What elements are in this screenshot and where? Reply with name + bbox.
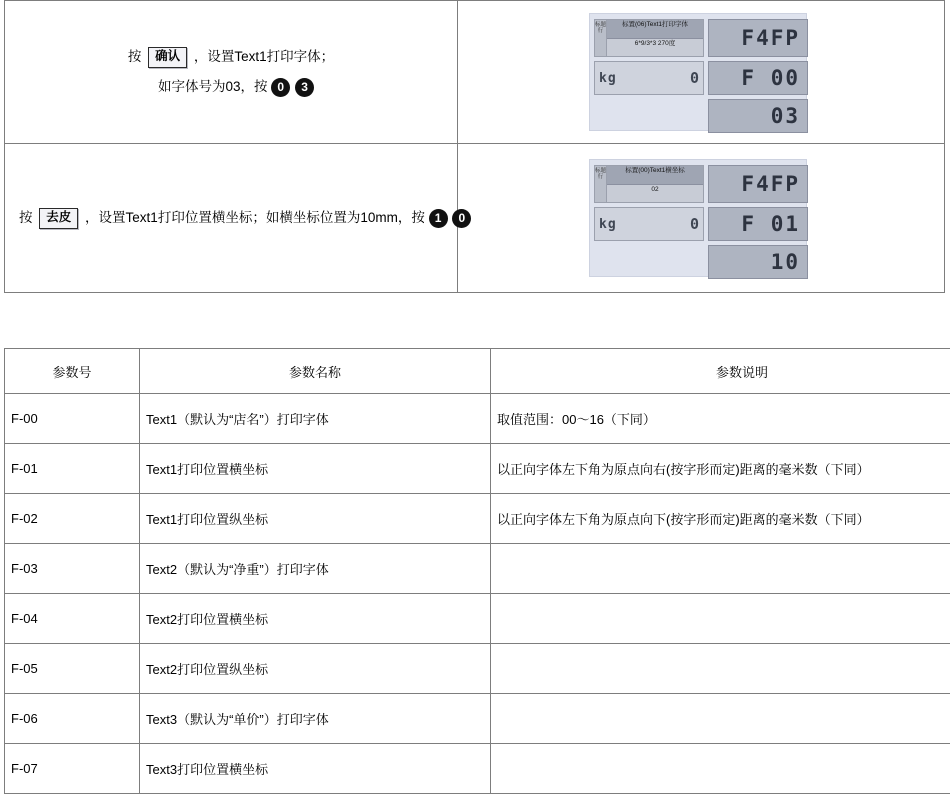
- lcd-weight-display: [594, 207, 704, 241]
- cell-param-id: F-03: [5, 544, 140, 594]
- cell-param-name: Text3打印位置横坐标: [140, 744, 491, 794]
- lcd-segment-top: F4FP: [708, 19, 808, 57]
- lcd-weight-unit: kg: [599, 216, 617, 232]
- instruction-line: [19, 42, 443, 72]
- panel-filler: [594, 99, 704, 133]
- lcd-segment-middle: F 01: [708, 207, 808, 241]
- lcd-segment-top: F4FP: [708, 165, 808, 203]
- lcd-segment-middle: F 00: [708, 61, 808, 95]
- parameter-table-head: [5, 349, 950, 394]
- cell-param-desc: [491, 544, 950, 594]
- instruction-text: [5, 203, 466, 233]
- instruction-prefix: 按: [127, 49, 142, 65]
- instruction-line: [19, 203, 466, 233]
- lcd-info-side-label: 标题行: [595, 166, 607, 202]
- instruction-row: [5, 144, 945, 293]
- lcd-weight-display: [594, 61, 704, 95]
- cell-param-id: F-02: [5, 494, 140, 544]
- cell-param-id: F-01: [5, 444, 140, 494]
- scale-display-panel: [589, 159, 807, 277]
- instruction-image-cell: [458, 1, 945, 144]
- lcd-segment-bottom: 10: [708, 245, 808, 279]
- lcd-info-display: [594, 19, 704, 57]
- column-header-name: 参数名称: [140, 349, 491, 394]
- lcd-info-display: [594, 165, 704, 203]
- instruction-image-cell: [458, 144, 945, 293]
- cell-param-desc: [491, 594, 950, 644]
- column-header-id: 参数号: [5, 349, 140, 394]
- numeric-key-0[interactable]: 0: [271, 78, 290, 97]
- cell-param-desc: 以正向字体左下角为原点向下(按字形而定)距离的毫米数（下同）: [491, 494, 950, 544]
- table-row: [5, 594, 950, 644]
- instruction-prefix: 按: [19, 210, 33, 226]
- lcd-info-line-1: 标置(06)Text1打印字体: [607, 20, 703, 39]
- instruction-table: [4, 0, 945, 293]
- key-confirm[interactable]: 确认: [148, 47, 187, 68]
- cell-param-desc: [491, 644, 950, 694]
- parameter-table: [4, 348, 950, 794]
- lcd-info-line-2: 6*9/3*3 270度: [607, 39, 703, 57]
- cell-param-id: F-04: [5, 594, 140, 644]
- parameter-table-body: [5, 394, 950, 794]
- instruction-suffix: ，设置Text1打印字体；: [193, 49, 335, 65]
- cell-param-id: F-05: [5, 644, 140, 694]
- cell-param-name: Text2打印位置纵坐标: [140, 644, 491, 694]
- lcd-weight-value: 0: [689, 215, 699, 233]
- table-header-row: [5, 349, 950, 394]
- scale-display-wrapper: [458, 159, 944, 277]
- cell-param-name: Text2（默认为“净重”）打印字体: [140, 544, 491, 594]
- lcd-weight-value: 0: [689, 69, 699, 87]
- instruction-prefix: 如字体号为03，按: [157, 79, 268, 94]
- column-header-desc: 参数说明: [491, 349, 950, 394]
- lcd-segment-bottom: 03: [708, 99, 808, 133]
- table-row: [5, 694, 950, 744]
- cell-param-name: Text1（默认为“店名”）打印字体: [140, 394, 491, 444]
- table-row: [5, 744, 950, 794]
- instruction-text-cell: [5, 1, 458, 144]
- cell-param-desc: 取值范围：00～16（下同）: [491, 394, 950, 444]
- instruction-row: [5, 1, 945, 144]
- lcd-info-side-label: 标题行: [595, 20, 607, 56]
- cell-param-name: Text2打印位置横坐标: [140, 594, 491, 644]
- instruction-text: [5, 42, 457, 101]
- table-row: [5, 394, 950, 444]
- table-row: [5, 494, 950, 544]
- cell-param-name: Text1打印位置横坐标: [140, 444, 491, 494]
- scale-display-wrapper: [458, 13, 944, 131]
- table-row: [5, 544, 950, 594]
- lcd-info-line-2: 02: [607, 185, 703, 203]
- lcd-info-body: [607, 166, 703, 202]
- panel-filler: [594, 245, 704, 279]
- scale-display-panel: [589, 13, 807, 131]
- numeric-key-0[interactable]: 0: [452, 209, 471, 228]
- instruction-text-cell: [5, 144, 466, 293]
- cell-param-desc: 以正向字体左下角为原点向右(按字形而定)距离的毫米数（下同）: [491, 444, 950, 494]
- lcd-weight-unit: kg: [599, 70, 617, 86]
- cell-param-name: Text3（默认为“单价”）打印字体: [140, 694, 491, 744]
- cell-param-desc: [491, 744, 950, 794]
- cell-param-id: F-07: [5, 744, 140, 794]
- numeric-key-3[interactable]: 3: [295, 78, 314, 97]
- instruction-line: [19, 72, 443, 102]
- cell-param-name: Text1打印位置纵坐标: [140, 494, 491, 544]
- cell-param-id: F-06: [5, 694, 140, 744]
- lcd-info-body: [607, 20, 703, 56]
- cell-param-desc: [491, 694, 950, 744]
- table-row: [5, 644, 950, 694]
- lcd-info-line-1: 标置(00)Text1横坐标: [607, 166, 703, 185]
- numeric-key-1[interactable]: 1: [429, 209, 448, 228]
- key-tare[interactable]: 去皮: [39, 208, 78, 229]
- instruction-suffix: ，设置Text1打印位置横坐标；如横坐标位置为10mm，按: [85, 210, 425, 226]
- table-row: [5, 444, 950, 494]
- cell-param-id: F-00: [5, 394, 140, 444]
